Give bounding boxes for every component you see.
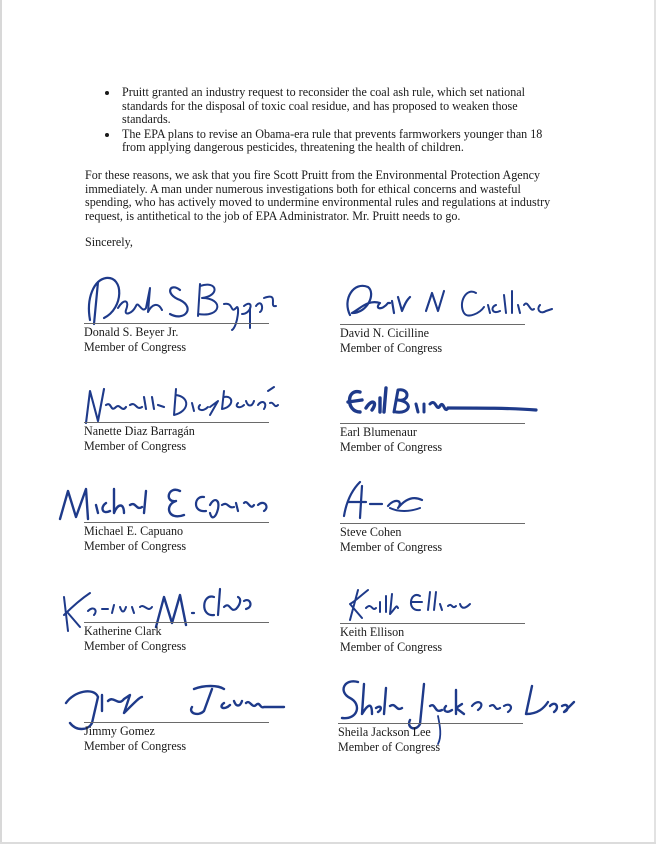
signature-block [340,568,540,664]
closing-salutation: Sincerely, [85,235,133,249]
signatory-name: Katherine Clark [84,624,162,638]
bullet-dot-icon [105,91,109,95]
signatory-name: Jimmy Gomez [84,724,155,738]
signatory-name: David N. Cicilline [340,326,430,340]
signatory-name: Michael E. Capuano [84,524,184,538]
signatory-title: Member of Congress [84,639,187,653]
bullet-text: Pruitt granted an industry request to reconsider the coal ash rule, which set national standards for the disposal of toxic coal residue, and has proposed to weaken those standards. [122,85,526,127]
signature-block [84,367,284,463]
signature-line [84,422,269,423]
signatory-title: Member of Congress [84,439,187,453]
signatory-title: Member of Congress [84,739,187,753]
signature-line [340,423,525,424]
signatory-title: Member of Congress [340,341,443,355]
page-edge-left [0,0,2,844]
signatory-title: Member of Congress [84,539,187,553]
signature-line [84,323,269,324]
bullet-dot-icon [105,133,109,137]
signatory-name: Nanette Diaz Barragán [84,424,195,438]
signature-block [340,269,540,365]
signature-block [338,668,538,764]
signatory-title: Member of Congress [340,540,443,554]
bullet-item [104,128,564,155]
signature-block [84,467,284,563]
signature-block [84,268,284,364]
bullet-item [104,86,564,127]
signatory-title: Member of Congress [338,740,441,754]
signatory-name: Donald S. Beyer Jr. [84,325,179,339]
signature-line [84,622,269,623]
signature-line [84,522,269,523]
signatory-title: Member of Congress [340,440,443,454]
signature-line [340,324,525,325]
signature-block [84,567,284,663]
signature-block [340,368,540,464]
signatory-title: Member of Congress [84,340,187,354]
signature-block [84,667,284,763]
bullet-text: The EPA plans to revise an Obama-era rule that prevents farmworkers younger than 18 from applying dangerous pesticides, threatening the health of children. [122,126,543,155]
signatory-name: Steve Cohen [340,525,402,539]
signature-line [84,722,269,723]
signature-line [338,723,523,724]
signature-block [340,468,540,564]
signature-line [340,523,525,524]
signature-line [340,623,525,624]
body-paragraph: For these reasons, we ask that you fire Scott Pruitt from the Environmental Protection Agency immediately. A man under numerous investigations both for ethical concerns and wasteful spending, who has actively moved to undermine environmental rules and regulations at industry request, is antithetical to the job of EPA Administrator. Mr. Pruitt needs to go. [85,168,551,223]
signatory-name: Sheila Jackson Lee [338,725,431,739]
signatory-name: Earl Blumenaur [340,425,417,439]
signatory-title: Member of Congress [340,640,443,654]
signatory-name: Keith Ellison [340,625,405,639]
bullet-list [104,86,564,156]
